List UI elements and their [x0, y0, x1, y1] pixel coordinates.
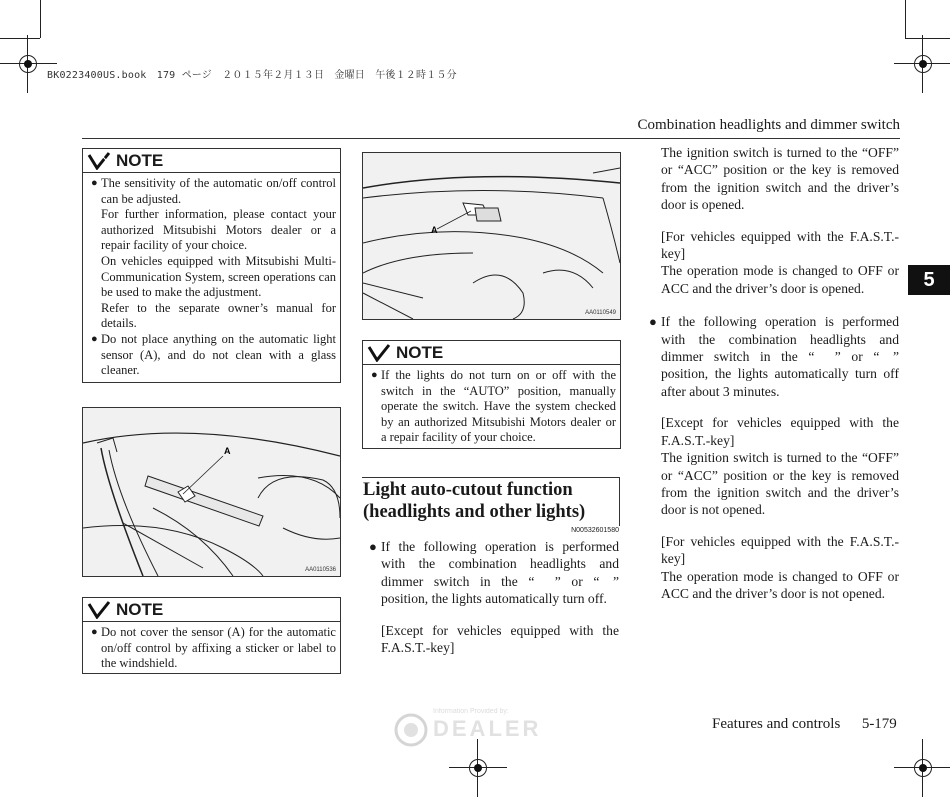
- middle-column-text: [369, 538, 619, 656]
- note-item: ● The sensitivity of the automatic on/off control can be adjusted. For further information, please contact your authorized Mitsubishi Motors dealer or a repair facility of your choice. On vehicles equipped with Mitsubishi Multi-Communication System, screen operations can be used to make the adjustment. Refer to the separate owner’s manual for details.: [91, 176, 336, 331]
- note-item-text: If the lights do not turn on or off with the switch in the “AUTO” position, manually operate the switch. Have the system checked by an authorized Mitsubishi Motors dealer or a repair facility of your choice.: [381, 368, 616, 445]
- auto-cutout-bullet: ● If the following operation is performed with the combination headlights and dimmer switch in the “ ” or “ ” position, the lights automatically turn off after about 3 minutes.: [649, 314, 899, 399]
- section-title-line: Light auto-cutout function: [363, 480, 573, 500]
- figure-windshield-sensor: [362, 152, 621, 320]
- fast-key-condition: [Except for vehicles equipped with the F.A.S.T.-key]: [661, 415, 899, 448]
- note-pencil-icon: [87, 601, 111, 619]
- paragraph: The operation mode is changed to OFF or ACC and the driver’s door is not opened.: [661, 568, 899, 601]
- figure-illustration: [83, 408, 340, 576]
- registration-mark-bottom-right: [908, 753, 938, 783]
- bullet-text: If the following operation is performed with the combination headlights and dimmer switch in the “ ” or “ ” position, the lights automatically turn off after about 3 minutes.: [661, 314, 899, 399]
- watermark-caption: Information Provided by:: [433, 708, 509, 715]
- note-item-text: Do not cover the sensor (A) for the automatic on/off control by affixing a sticker or label to the windshield.: [101, 625, 336, 671]
- note-sub-text: On vehicles equipped with Mitsubishi Multi-Communication System, screen operations can be used to make the adjustment.: [101, 253, 336, 300]
- footer-section-name: Features and controls: [712, 716, 841, 732]
- note-item-text: The sensitivity of the automatic on/off control can be adjusted.: [101, 176, 336, 206]
- trim-line: [905, 0, 906, 38]
- note-pencil-icon: [367, 344, 391, 362]
- fast-key-condition: [For vehicles equipped with the F.A.S.T.-key]: [661, 533, 899, 567]
- bullet-text: If the following operation is performed with the combination headlights and dimmer switch in the “ ” or “ ” position, the lights automatically turn off.: [381, 539, 619, 607]
- file-stamp: BK0223400US.book 179 ページ ２０１５年２月１３日 金曜日 午後１２時１５分: [47, 70, 457, 81]
- note-header: [83, 598, 340, 622]
- note-item: ● Do not cover the sensor (A) for the automatic on/off control by affixing a sticker or label to the windshield.: [91, 625, 336, 671]
- fast-key-condition: [Except for vehicles equipped with the F.A.S.T.-key]: [381, 622, 619, 656]
- registration-mark-bottom-center: [463, 753, 493, 783]
- note-sub-text: Refer to the separate owner’s manual for details.: [101, 300, 336, 331]
- note-box-auto-position: [362, 340, 621, 449]
- figure-light-sensor-underside: [82, 407, 341, 577]
- note-pencil-icon: [87, 152, 111, 170]
- note-header: [363, 341, 620, 365]
- note-title: NOTE: [116, 150, 164, 170]
- chapter-tab: 5: [908, 265, 950, 295]
- trim-line: [0, 38, 40, 39]
- auto-cutout-bullet: ● If the following operation is performed with the combination headlights and dimmer switch in the “ ” or “ ” position, the lights automatically turn off.: [369, 539, 619, 607]
- note-sub-text: For further information, please contact your authorized Mitsubishi Motors dealer or a repair facility of your choice.: [101, 207, 336, 253]
- page-footer: [712, 716, 897, 733]
- dealer-watermark: [393, 708, 553, 748]
- trim-line: [905, 38, 950, 39]
- note-box-sensitivity: [82, 148, 341, 383]
- note-title: NOTE: [116, 599, 164, 619]
- trim-line: [40, 0, 41, 38]
- note-box-do-not-cover: [82, 597, 341, 674]
- note-item-text: Do not place anything on the automatic light sensor (A), and do not clean with a glass cleaner.: [101, 331, 336, 378]
- note-item: ● Do not place anything on the automatic light sensor (A), and do not clean with a glass cleaner.: [91, 331, 336, 378]
- section-code: N00532601580: [571, 527, 619, 534]
- registration-mark-top-right: [908, 49, 938, 79]
- figure-illustration: [363, 153, 620, 319]
- fast-key-condition: [For vehicles equipped with the F.A.S.T.-key]: [661, 228, 899, 262]
- section-title-line: (headlights and other lights): [363, 502, 586, 522]
- section-title: [363, 479, 618, 523]
- callout-label: A: [224, 446, 231, 456]
- registration-mark-top-left: [13, 49, 43, 79]
- page-header-title: Combination headlights and dimmer switch: [637, 117, 900, 133]
- figure-id: AA0110549: [585, 310, 616, 316]
- page-number: 5-179: [861, 716, 897, 732]
- note-item: ● If the lights do not turn on or off with the switch in the “AUTO” position, manually operate the switch. Have the system checked by an authorized Mitsubishi Motors dealer or a repair facility of your choice.: [371, 368, 616, 445]
- note-title: NOTE: [396, 342, 444, 362]
- figure-id: AA0110536: [305, 567, 336, 573]
- note-header: [83, 149, 340, 173]
- callout-label: A: [431, 225, 438, 235]
- header-rule: [82, 138, 900, 139]
- right-column-text: [649, 144, 899, 602]
- dealer-logo-icon: [393, 712, 429, 748]
- paragraph: The ignition switch is turned to the “OFF” or “ACC” position or the key is removed from the ignition switch and the driver’s door is not opened.: [661, 450, 899, 518]
- paragraph: The operation mode is changed to OFF or ACC and the driver’s door is opened.: [661, 263, 899, 296]
- paragraph: The ignition switch is turned to the “OFF” or “ACC” position or the key is removed from the ignition switch and the driver’s door is opened.: [661, 145, 899, 213]
- watermark-brand: DEALER: [433, 716, 542, 741]
